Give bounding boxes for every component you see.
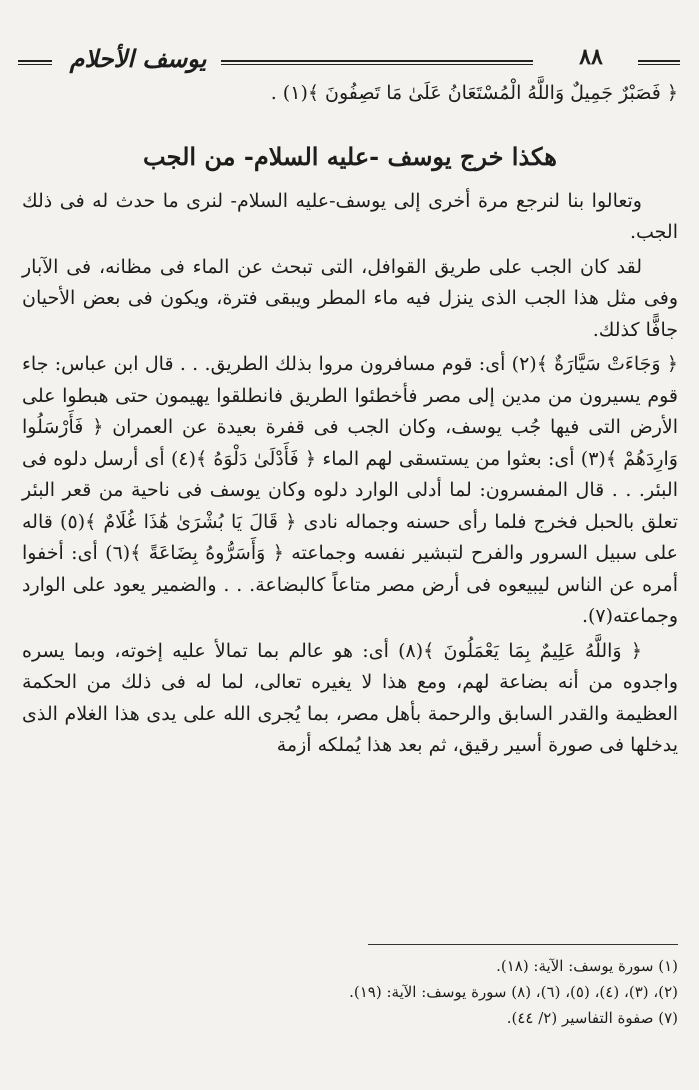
paragraph: وتعالوا بنا لنرجع مرة أخرى إلى يوسف-عليه السلام- لنرى ما حدث له فى ذلك الجب. (22, 189, 678, 243)
page-number: ٨٨ (579, 44, 603, 70)
footnote: (١) سورة يوسف: الآية: (١٨). (496, 957, 678, 975)
page-header (18, 38, 680, 78)
paragraph: ﴿ وَاللَّهُ عَلِيمٌ بِمَا يَعْمَلُونَ ﴾(٨) أى: هو عالم بما تمالأ عليه إخوته، وبما يسره واجدوه من أنه بضاعة لهم، ومع هذا لا يغيره تعالى، لما له فى ذلك من الحكمة العظيمة والقدر السابق والرحمة بأهل مصر، بما يُجرى الله على يدى هذا الغلام الذى يدخلها فى صورة أسير رقيق، ثم بعد هذا يُملكه أزمة (22, 639, 678, 756)
paragraph: لقد كان الجب على طريق القوافل، التى تبحث عن الماء فى مظانه، فى الآبار وفى مثل هذا الجب الذى ينزل فيه ماء المطر ويبقى فترة، ويكون فى بعض الأحيان جافًّا كذلك. (22, 255, 678, 341)
header-rule (221, 60, 533, 65)
section-title: هكذا خرج يوسف -عليه السلام- من الجب (143, 141, 557, 171)
header-rule (18, 60, 52, 65)
paragraph: ﴿ وَجَاءَتْ سَيَّارَةٌ ﴾(٢) أى: قوم مسافرون مروا بذلك الطريق. . . قال ابن عباس: جاء قوم يسيرون من مدين إلى مصر فأخطئوا الطريق فانطلقوا يهيمون حتى هبطوا على الأرض التى فيها جُب يوسف، وكان الجب فى قفرة بعيدة عن العمران ﴿ فَأَرْسَلُوا وَارِدَهُمْ ﴾(٣) أى: بعثوا من يستسقى لهم الماء ﴿ فَأَدْلَىٰ دَلْوَهُ ﴾(٤) أى أرسل دلوه فى البئر. . . قال المفسرون: لما أدلى الوارد دلوه وكان يوسف فى ناحية من قعر البئر تعلق بالحبل فخرج فلما رأى حسنه وجماله نادى ﴿ قَالَ يَا بُشْرَىٰ هَٰذَا غُلَامٌ ﴾(٥) قاله على سبيل السرور والفرح لتبشير نفسه وجماعته ﴿ وَأَسَرُّوهُ بِضَاعَةً ﴾(٦) أى: أخفوا أمره عن الناس ليبيعوه فى أرض مصر متاعاً كالبضاعة. . . والضمير يعود على الوارد وجماعته(٧). (22, 353, 678, 627)
header-rule (638, 60, 680, 65)
footnote: (٢)، (٣)، (٤)، (٥)، (٦)، (٨) سورة يوسف: الآية: (١٩). (349, 983, 678, 1001)
page-body (22, 78, 678, 762)
verse-line: ﴿ فَصَبْرٌ جَمِيلٌ وَاللَّهُ الْمُسْتَعَانُ عَلَىٰ مَا تَصِفُونَ ﴾(١) . (270, 82, 678, 104)
footnote: (٧) صفوة التفاسير (٢/ ٤٤). (506, 1009, 678, 1027)
book-title: يوسف الأحلام (69, 44, 207, 73)
footnotes (22, 944, 678, 1031)
footnote-separator (368, 944, 678, 945)
